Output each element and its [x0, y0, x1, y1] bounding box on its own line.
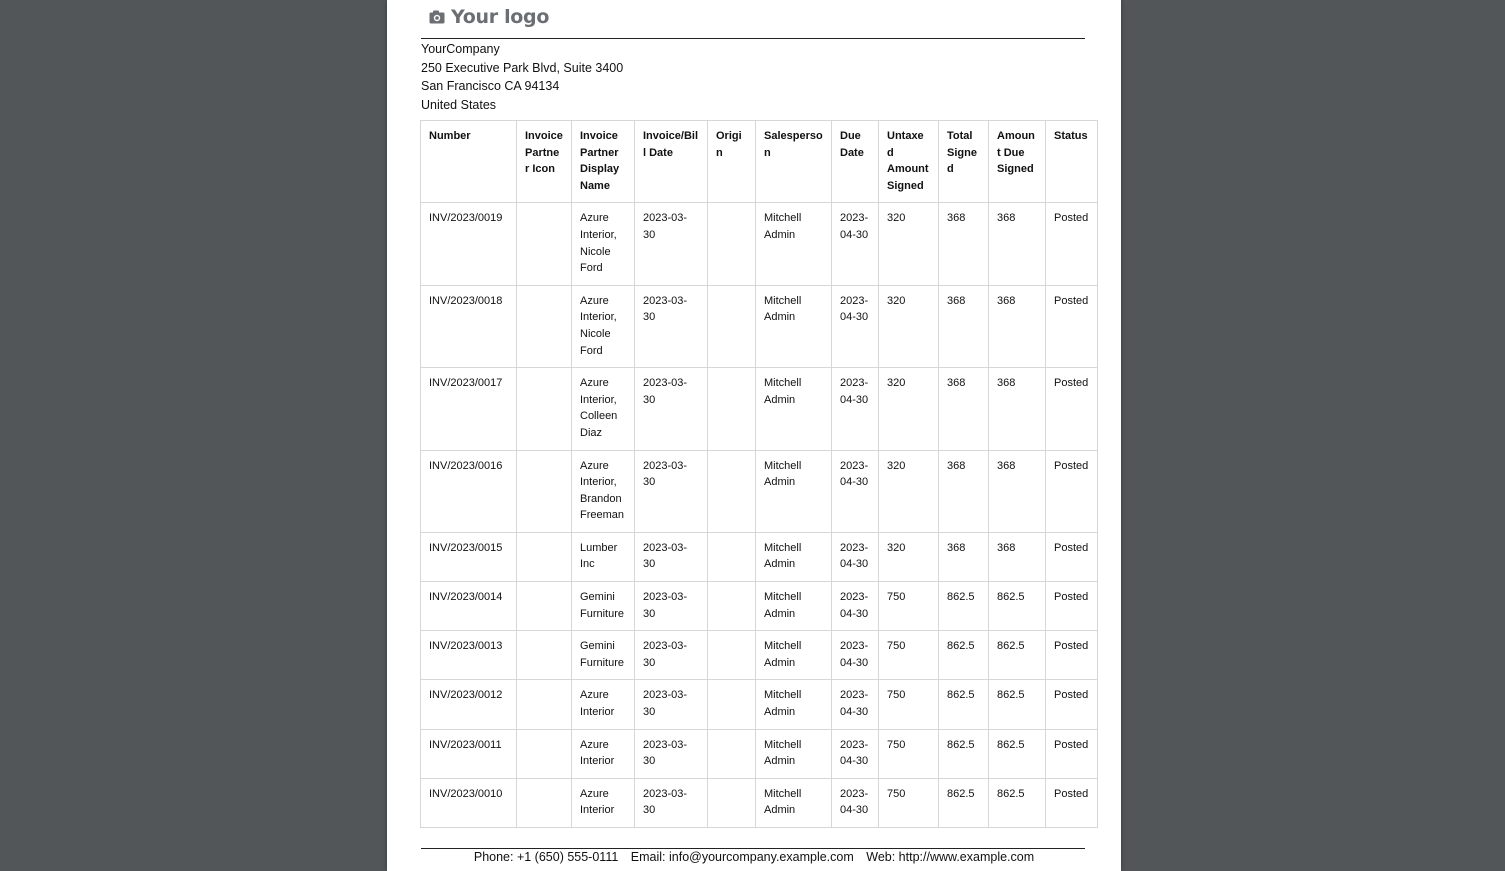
salesperson-cell: Mitchell Admin — [756, 729, 832, 778]
status-cell: Posted — [1046, 680, 1098, 729]
column-header: Number — [421, 121, 517, 203]
status-cell: Posted — [1046, 778, 1098, 827]
column-header: Due Date — [832, 121, 879, 203]
salesperson-cell: Mitchell Admin — [756, 285, 832, 367]
origin-cell — [708, 680, 756, 729]
origin-cell — [708, 729, 756, 778]
partner-name-cell: Azure Interior — [572, 778, 635, 827]
invoice-number-cell: INV/2023/0016 — [421, 450, 517, 532]
column-header: Salesperson — [756, 121, 832, 203]
untaxed-amount-cell: 750 — [879, 729, 939, 778]
salesperson-cell: Mitchell Admin — [756, 532, 832, 581]
invoice-date-cell: 2023-03-30 — [635, 729, 708, 778]
due-date-cell: 2023-04-30 — [832, 778, 879, 827]
partner-name-cell: Azure Interior — [572, 680, 635, 729]
footer-email: Email: info@yourcompany.example.com — [630, 850, 854, 864]
status-cell: Posted — [1046, 450, 1098, 532]
table-row — [421, 582, 1098, 631]
total-cell: 368 — [939, 532, 989, 581]
header-divider — [421, 38, 1085, 39]
total-cell: 368 — [939, 285, 989, 367]
footer-phone: Phone: +1 (650) 555-0111 — [473, 850, 619, 864]
amount-due-cell: 368 — [989, 450, 1046, 532]
salesperson-cell: Mitchell Admin — [756, 203, 832, 285]
status-cell: Posted — [1046, 203, 1098, 285]
invoice-date-cell: 2023-03-30 — [635, 532, 708, 581]
due-date-cell: 2023-04-30 — [832, 285, 879, 367]
logo-text: Your logo — [451, 6, 550, 28]
invoice-date-cell: 2023-03-30 — [635, 778, 708, 827]
table-row — [421, 368, 1098, 450]
partner-icon-cell — [517, 582, 572, 631]
invoice-number-cell: INV/2023/0014 — [421, 582, 517, 631]
column-header: Total Signed — [939, 121, 989, 203]
untaxed-amount-cell: 320 — [879, 450, 939, 532]
table-row — [421, 203, 1098, 285]
untaxed-amount-cell: 320 — [879, 203, 939, 285]
partner-icon-cell — [517, 680, 572, 729]
report-page — [387, 0, 1121, 871]
invoice-number-cell: INV/2023/0015 — [421, 532, 517, 581]
invoice-date-cell: 2023-03-30 — [635, 582, 708, 631]
column-header: Invoice/Bill Date — [635, 121, 708, 203]
page-footer — [387, 850, 1121, 864]
table-body — [421, 203, 1098, 828]
company-address — [421, 40, 623, 114]
untaxed-amount-cell: 320 — [879, 368, 939, 450]
invoice-date-cell: 2023-03-30 — [635, 680, 708, 729]
table-row — [421, 631, 1098, 680]
due-date-cell: 2023-04-30 — [832, 203, 879, 285]
status-cell: Posted — [1046, 368, 1098, 450]
status-cell: Posted — [1046, 532, 1098, 581]
company-logo — [429, 6, 549, 28]
table-row — [421, 285, 1098, 367]
salesperson-cell: Mitchell Admin — [756, 582, 832, 631]
untaxed-amount-cell: 320 — [879, 285, 939, 367]
invoice-number-cell: INV/2023/0017 — [421, 368, 517, 450]
partner-name-cell: Azure Interior, Nicole Ford — [572, 285, 635, 367]
total-cell: 862.5 — [939, 631, 989, 680]
amount-due-cell: 862.5 — [989, 631, 1046, 680]
total-cell: 862.5 — [939, 582, 989, 631]
partner-name-cell: Azure Interior, Nicole Ford — [572, 203, 635, 285]
amount-due-cell: 368 — [989, 203, 1046, 285]
untaxed-amount-cell: 750 — [879, 680, 939, 729]
partner-icon-cell — [517, 532, 572, 581]
partner-name-cell: Azure Interior, Colleen Diaz — [572, 368, 635, 450]
camera-icon — [429, 10, 445, 24]
untaxed-amount-cell: 750 — [879, 582, 939, 631]
due-date-cell: 2023-04-30 — [832, 532, 879, 581]
total-cell: 368 — [939, 450, 989, 532]
total-cell: 862.5 — [939, 680, 989, 729]
amount-due-cell: 368 — [989, 532, 1046, 581]
amount-due-cell: 368 — [989, 368, 1046, 450]
partner-icon-cell — [517, 368, 572, 450]
invoice-number-cell: INV/2023/0019 — [421, 203, 517, 285]
origin-cell — [708, 532, 756, 581]
invoice-table-container — [420, 120, 1097, 828]
status-cell: Posted — [1046, 285, 1098, 367]
untaxed-amount-cell: 750 — [879, 631, 939, 680]
origin-cell — [708, 631, 756, 680]
partner-name-cell: Azure Interior, Brandon Freeman — [572, 450, 635, 532]
partner-icon-cell — [517, 631, 572, 680]
amount-due-cell: 862.5 — [989, 778, 1046, 827]
company-street: 250 Executive Park Blvd, Suite 3400 — [421, 60, 624, 75]
total-cell: 368 — [939, 368, 989, 450]
total-cell: 862.5 — [939, 729, 989, 778]
origin-cell — [708, 450, 756, 532]
company-country: United States — [421, 97, 497, 112]
invoice-number-cell: INV/2023/0018 — [421, 285, 517, 367]
salesperson-cell: Mitchell Admin — [756, 680, 832, 729]
invoice-date-cell: 2023-03-30 — [635, 450, 708, 532]
partner-name-cell: Azure Interior — [572, 729, 635, 778]
table-row — [421, 532, 1098, 581]
invoice-date-cell: 2023-03-30 — [635, 203, 708, 285]
due-date-cell: 2023-04-30 — [832, 729, 879, 778]
untaxed-amount-cell: 750 — [879, 778, 939, 827]
column-header: Untaxed Amount Signed — [879, 121, 939, 203]
due-date-cell: 2023-04-30 — [832, 680, 879, 729]
partner-icon-cell — [517, 203, 572, 285]
footer-web: Web: http://www.example.com — [866, 850, 1035, 864]
origin-cell — [708, 582, 756, 631]
origin-cell — [708, 778, 756, 827]
amount-due-cell: 862.5 — [989, 582, 1046, 631]
partner-name-cell: Lumber Inc — [572, 532, 635, 581]
partner-name-cell: Gemini Furniture — [572, 582, 635, 631]
status-cell: Posted — [1046, 631, 1098, 680]
partner-icon-cell — [517, 729, 572, 778]
origin-cell — [708, 285, 756, 367]
status-cell: Posted — [1046, 582, 1098, 631]
column-header: Invoice Partner Display Name — [572, 121, 635, 203]
company-city: San Francisco CA 94134 — [421, 79, 560, 93]
partner-icon-cell — [517, 285, 572, 367]
salesperson-cell: Mitchell Admin — [756, 368, 832, 450]
origin-cell — [708, 203, 756, 285]
invoice-number-cell: INV/2023/0012 — [421, 680, 517, 729]
salesperson-cell: Mitchell Admin — [756, 631, 832, 680]
due-date-cell: 2023-04-30 — [832, 631, 879, 680]
partner-icon-cell — [517, 450, 572, 532]
amount-due-cell: 368 — [989, 285, 1046, 367]
salesperson-cell: Mitchell Admin — [756, 778, 832, 827]
invoice-table — [420, 120, 1098, 828]
table-row — [421, 680, 1098, 729]
due-date-cell: 2023-04-30 — [832, 582, 879, 631]
partner-icon-cell — [517, 778, 572, 827]
table-row — [421, 729, 1098, 778]
invoice-number-cell: INV/2023/0013 — [421, 631, 517, 680]
footer-divider — [421, 848, 1085, 849]
total-cell: 368 — [939, 203, 989, 285]
invoice-number-cell: INV/2023/0010 — [421, 778, 517, 827]
column-header: Origin — [708, 121, 756, 203]
table-header-row — [421, 121, 1098, 203]
invoice-date-cell: 2023-03-30 — [635, 368, 708, 450]
salesperson-cell: Mitchell Admin — [756, 450, 832, 532]
column-header: Status — [1046, 121, 1098, 203]
origin-cell — [708, 368, 756, 450]
amount-due-cell: 862.5 — [989, 729, 1046, 778]
invoice-date-cell: 2023-03-30 — [635, 631, 708, 680]
table-row — [421, 778, 1098, 827]
table-row — [421, 450, 1098, 532]
total-cell: 862.5 — [939, 778, 989, 827]
column-header: Amount Due Signed — [989, 121, 1046, 203]
column-header: Invoice Partner Icon — [517, 121, 572, 203]
invoice-date-cell: 2023-03-30 — [635, 285, 708, 367]
amount-due-cell: 862.5 — [989, 680, 1046, 729]
partner-name-cell: Gemini Furniture — [572, 631, 635, 680]
invoice-number-cell: INV/2023/0011 — [421, 729, 517, 778]
company-name: YourCompany — [421, 42, 500, 56]
status-cell: Posted — [1046, 729, 1098, 778]
untaxed-amount-cell: 320 — [879, 532, 939, 581]
due-date-cell: 2023-04-30 — [832, 450, 879, 532]
due-date-cell: 2023-04-30 — [832, 368, 879, 450]
